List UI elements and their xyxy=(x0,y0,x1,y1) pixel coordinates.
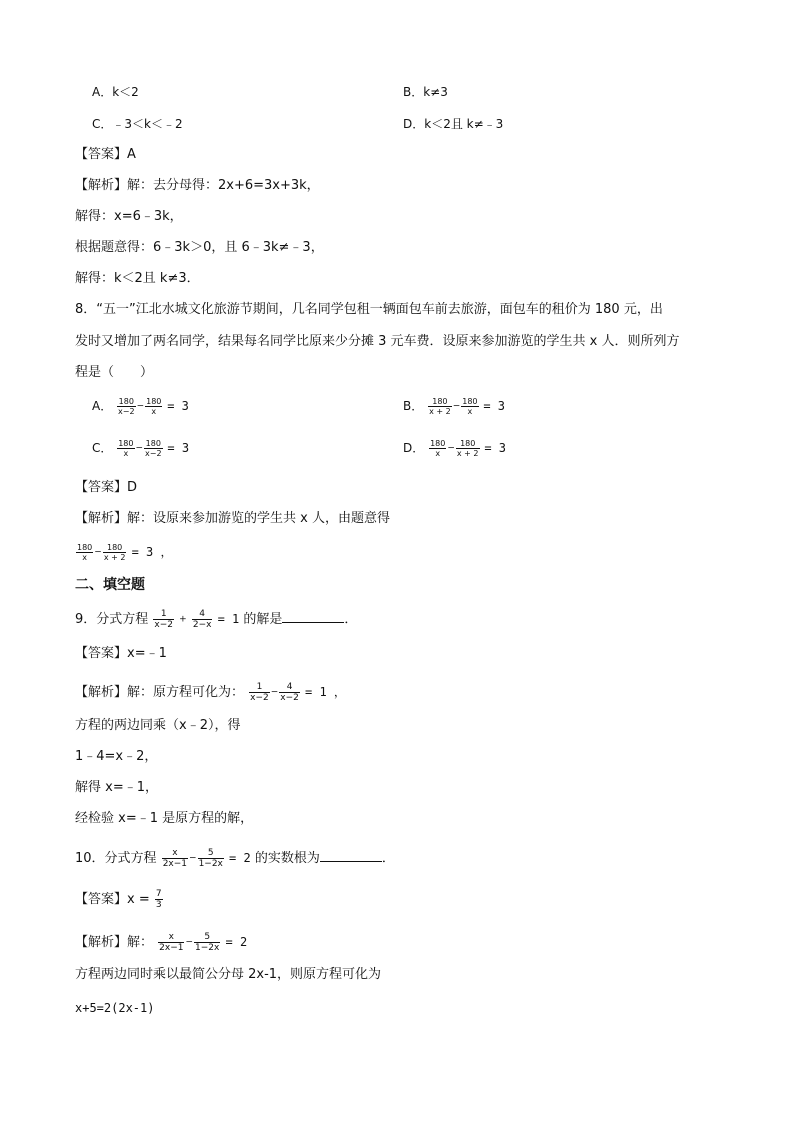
option-label: C． xyxy=(92,441,113,455)
denominator: x−2 xyxy=(118,407,135,416)
equation-rhs: = 1 xyxy=(217,612,240,626)
numerator: 180 xyxy=(428,397,452,407)
equation-rhs: = 3 xyxy=(483,399,506,413)
q7-option-a: A．k＜2 xyxy=(92,85,139,99)
q9-stem xyxy=(75,609,357,630)
q8-analysis: 【解析】解：设原来参加游览的学生共 x 人，由题意得 xyxy=(75,511,390,526)
equation-rhs: = 3 xyxy=(167,399,189,413)
q10-prefix: 10．分式方程 xyxy=(75,851,157,866)
q10-suffix: 的实数根为 xyxy=(254,851,320,866)
denominator: 1−2x xyxy=(198,859,223,869)
fraction xyxy=(76,543,93,562)
answer-blank xyxy=(282,610,344,623)
numerator: 180 xyxy=(103,543,127,553)
equation-rhs: = 3 ， xyxy=(131,545,173,559)
q9-analysis-line-1: 方程的两边同乘（x﹣2），得 xyxy=(75,718,241,733)
fraction xyxy=(192,609,213,630)
q10-end: ． xyxy=(381,851,395,866)
q9-prefix: 9．分式方程 xyxy=(75,612,149,627)
denominator: 2−x xyxy=(192,620,212,630)
equation-rhs: = 2 xyxy=(229,851,251,865)
q7-option-d: D．k＜2且 k≠﹣3 xyxy=(403,117,504,131)
q9-suffix: 的解是 xyxy=(243,612,283,627)
denominator: x−2 xyxy=(250,693,269,703)
numerator: 5 xyxy=(194,932,220,943)
numerator: 180 xyxy=(145,439,161,448)
q7-analysis-line-2: 解得：x=6﹣3k， xyxy=(75,209,183,224)
minus-sign: − xyxy=(185,937,194,948)
denominator: x + 2 xyxy=(429,407,451,416)
equation-rhs: = 3 xyxy=(167,441,190,455)
plus-sign: + xyxy=(179,614,187,625)
numerator: 4 xyxy=(279,682,300,693)
fraction xyxy=(456,439,480,458)
denominator: 3 xyxy=(155,900,162,910)
denominator: x xyxy=(151,407,157,416)
section-title: 二、填空题 xyxy=(75,577,145,593)
q7-analysis-line-4: 解得：k＜2且 k≠3． xyxy=(75,271,200,286)
fraction xyxy=(145,397,162,416)
q9-end: ． xyxy=(344,612,358,627)
equation-rhs: = 3 xyxy=(484,441,507,455)
fraction xyxy=(249,682,270,703)
q9-analysis-prefix: 【解析】解：原方程可化为： xyxy=(75,685,245,700)
denominator: x−2 xyxy=(145,449,162,458)
fraction xyxy=(194,932,220,953)
q9-analysis-line-3: 解得 x=﹣1， xyxy=(75,780,158,795)
minus-sign: − xyxy=(447,443,455,454)
q10-analysis-line-1: 方程两边同时乘以最简公分母 2x-1，则原方程可化为 xyxy=(75,967,382,982)
fraction xyxy=(279,682,300,703)
numerator: 180 xyxy=(118,397,134,406)
q10-analysis-prefix: 【解析】解： xyxy=(75,935,154,950)
q8-stem-line-2: 发时又增加了两名同学，结果每名同学比原来少分摊 3 元车费．设原来参加游览的学生共 x 人．则所列方 xyxy=(75,334,680,349)
denominator: x xyxy=(82,553,87,562)
denominator: x + 2 xyxy=(103,553,126,562)
fraction xyxy=(198,848,224,869)
q8-option-b xyxy=(403,397,505,416)
numerator: x xyxy=(158,932,184,943)
denominator: x−2 xyxy=(154,620,174,630)
numerator: x xyxy=(162,848,188,859)
fraction xyxy=(155,889,163,910)
q9-analysis-line-4: 经检验 x=﹣1 是原方程的解， xyxy=(75,811,254,826)
denominator: 2x−1 xyxy=(159,943,184,953)
q8-option-c xyxy=(92,439,189,458)
q8-stem-line-3: 程是（ ） xyxy=(75,365,154,380)
q9-analysis xyxy=(75,682,346,703)
numerator: 5 xyxy=(198,848,224,859)
numerator: 180 xyxy=(462,397,478,406)
q8-option-d xyxy=(403,439,506,458)
option-label: B． xyxy=(403,399,424,413)
numerator: 4 xyxy=(192,609,213,620)
q7-analysis-line-1: 【解析】解：去分母得：2x+6=3x+3k， xyxy=(75,178,320,193)
numerator: 1 xyxy=(249,682,270,693)
numerator: 180 xyxy=(77,543,93,552)
option-label: A． xyxy=(92,399,113,413)
numerator: 180 xyxy=(456,439,480,449)
q10-answer xyxy=(75,889,164,910)
denominator: x + 2 xyxy=(456,449,479,458)
minus-sign: − xyxy=(136,401,145,412)
fraction xyxy=(117,439,134,458)
numerator: 180 xyxy=(118,439,134,448)
fraction xyxy=(158,932,184,953)
fraction xyxy=(162,848,188,869)
q10-answer-prefix: 【答案】x = xyxy=(75,892,150,907)
minus-sign: − xyxy=(94,547,102,558)
minus-sign: − xyxy=(189,853,197,864)
q8-option-a xyxy=(92,397,189,416)
equation-rhs: = 1 ， xyxy=(305,685,346,699)
numerator: 180 xyxy=(430,439,446,448)
minus-sign: − xyxy=(270,687,279,698)
q9-analysis-line-2: 1﹣4=x﹣2， xyxy=(75,749,158,764)
option-label: D． xyxy=(403,441,425,455)
equation-rhs: = 2 xyxy=(225,935,248,949)
fraction xyxy=(103,543,127,562)
fraction xyxy=(429,439,446,458)
minus-sign: − xyxy=(452,401,461,412)
denominator: 2x−1 xyxy=(162,859,188,869)
q7-answer: 【答案】A xyxy=(75,147,136,162)
q10-analysis-line-2: x+5=2(2x-1) xyxy=(75,1001,155,1015)
q7-analysis-line-3: 根据题意得：6﹣3k＞0，且 6﹣3k≠﹣3， xyxy=(75,240,324,255)
q10-stem xyxy=(75,848,395,869)
denominator: x−2 xyxy=(280,693,299,703)
q8-answer: 【答案】D xyxy=(75,480,138,495)
q8-equation xyxy=(75,543,173,562)
fraction xyxy=(461,397,478,416)
q10-analysis xyxy=(75,932,247,953)
q7-option-c: C．﹣3＜k＜﹣2 xyxy=(92,117,183,131)
fraction xyxy=(144,439,163,458)
q9-answer: 【答案】x=﹣1 xyxy=(75,646,167,661)
fraction xyxy=(153,609,174,630)
numerator: 1 xyxy=(153,609,174,620)
minus-sign: − xyxy=(135,443,144,454)
numerator: 180 xyxy=(146,397,162,406)
numerator: 7 xyxy=(155,889,162,899)
denominator: 1−2x xyxy=(195,943,220,953)
q8-stem-line-1: 8．“五一”江北水城文化旅游节期间，几名同学包租一辆面包车前去旅游，面包车的租价为 180 元，出 xyxy=(75,302,663,317)
fraction xyxy=(117,397,136,416)
answer-blank xyxy=(320,849,382,862)
q7-option-b: B．k≠3 xyxy=(403,85,448,99)
fraction xyxy=(428,397,452,416)
denominator: x xyxy=(123,449,129,458)
denominator: x xyxy=(435,449,441,458)
denominator: x xyxy=(467,407,473,416)
